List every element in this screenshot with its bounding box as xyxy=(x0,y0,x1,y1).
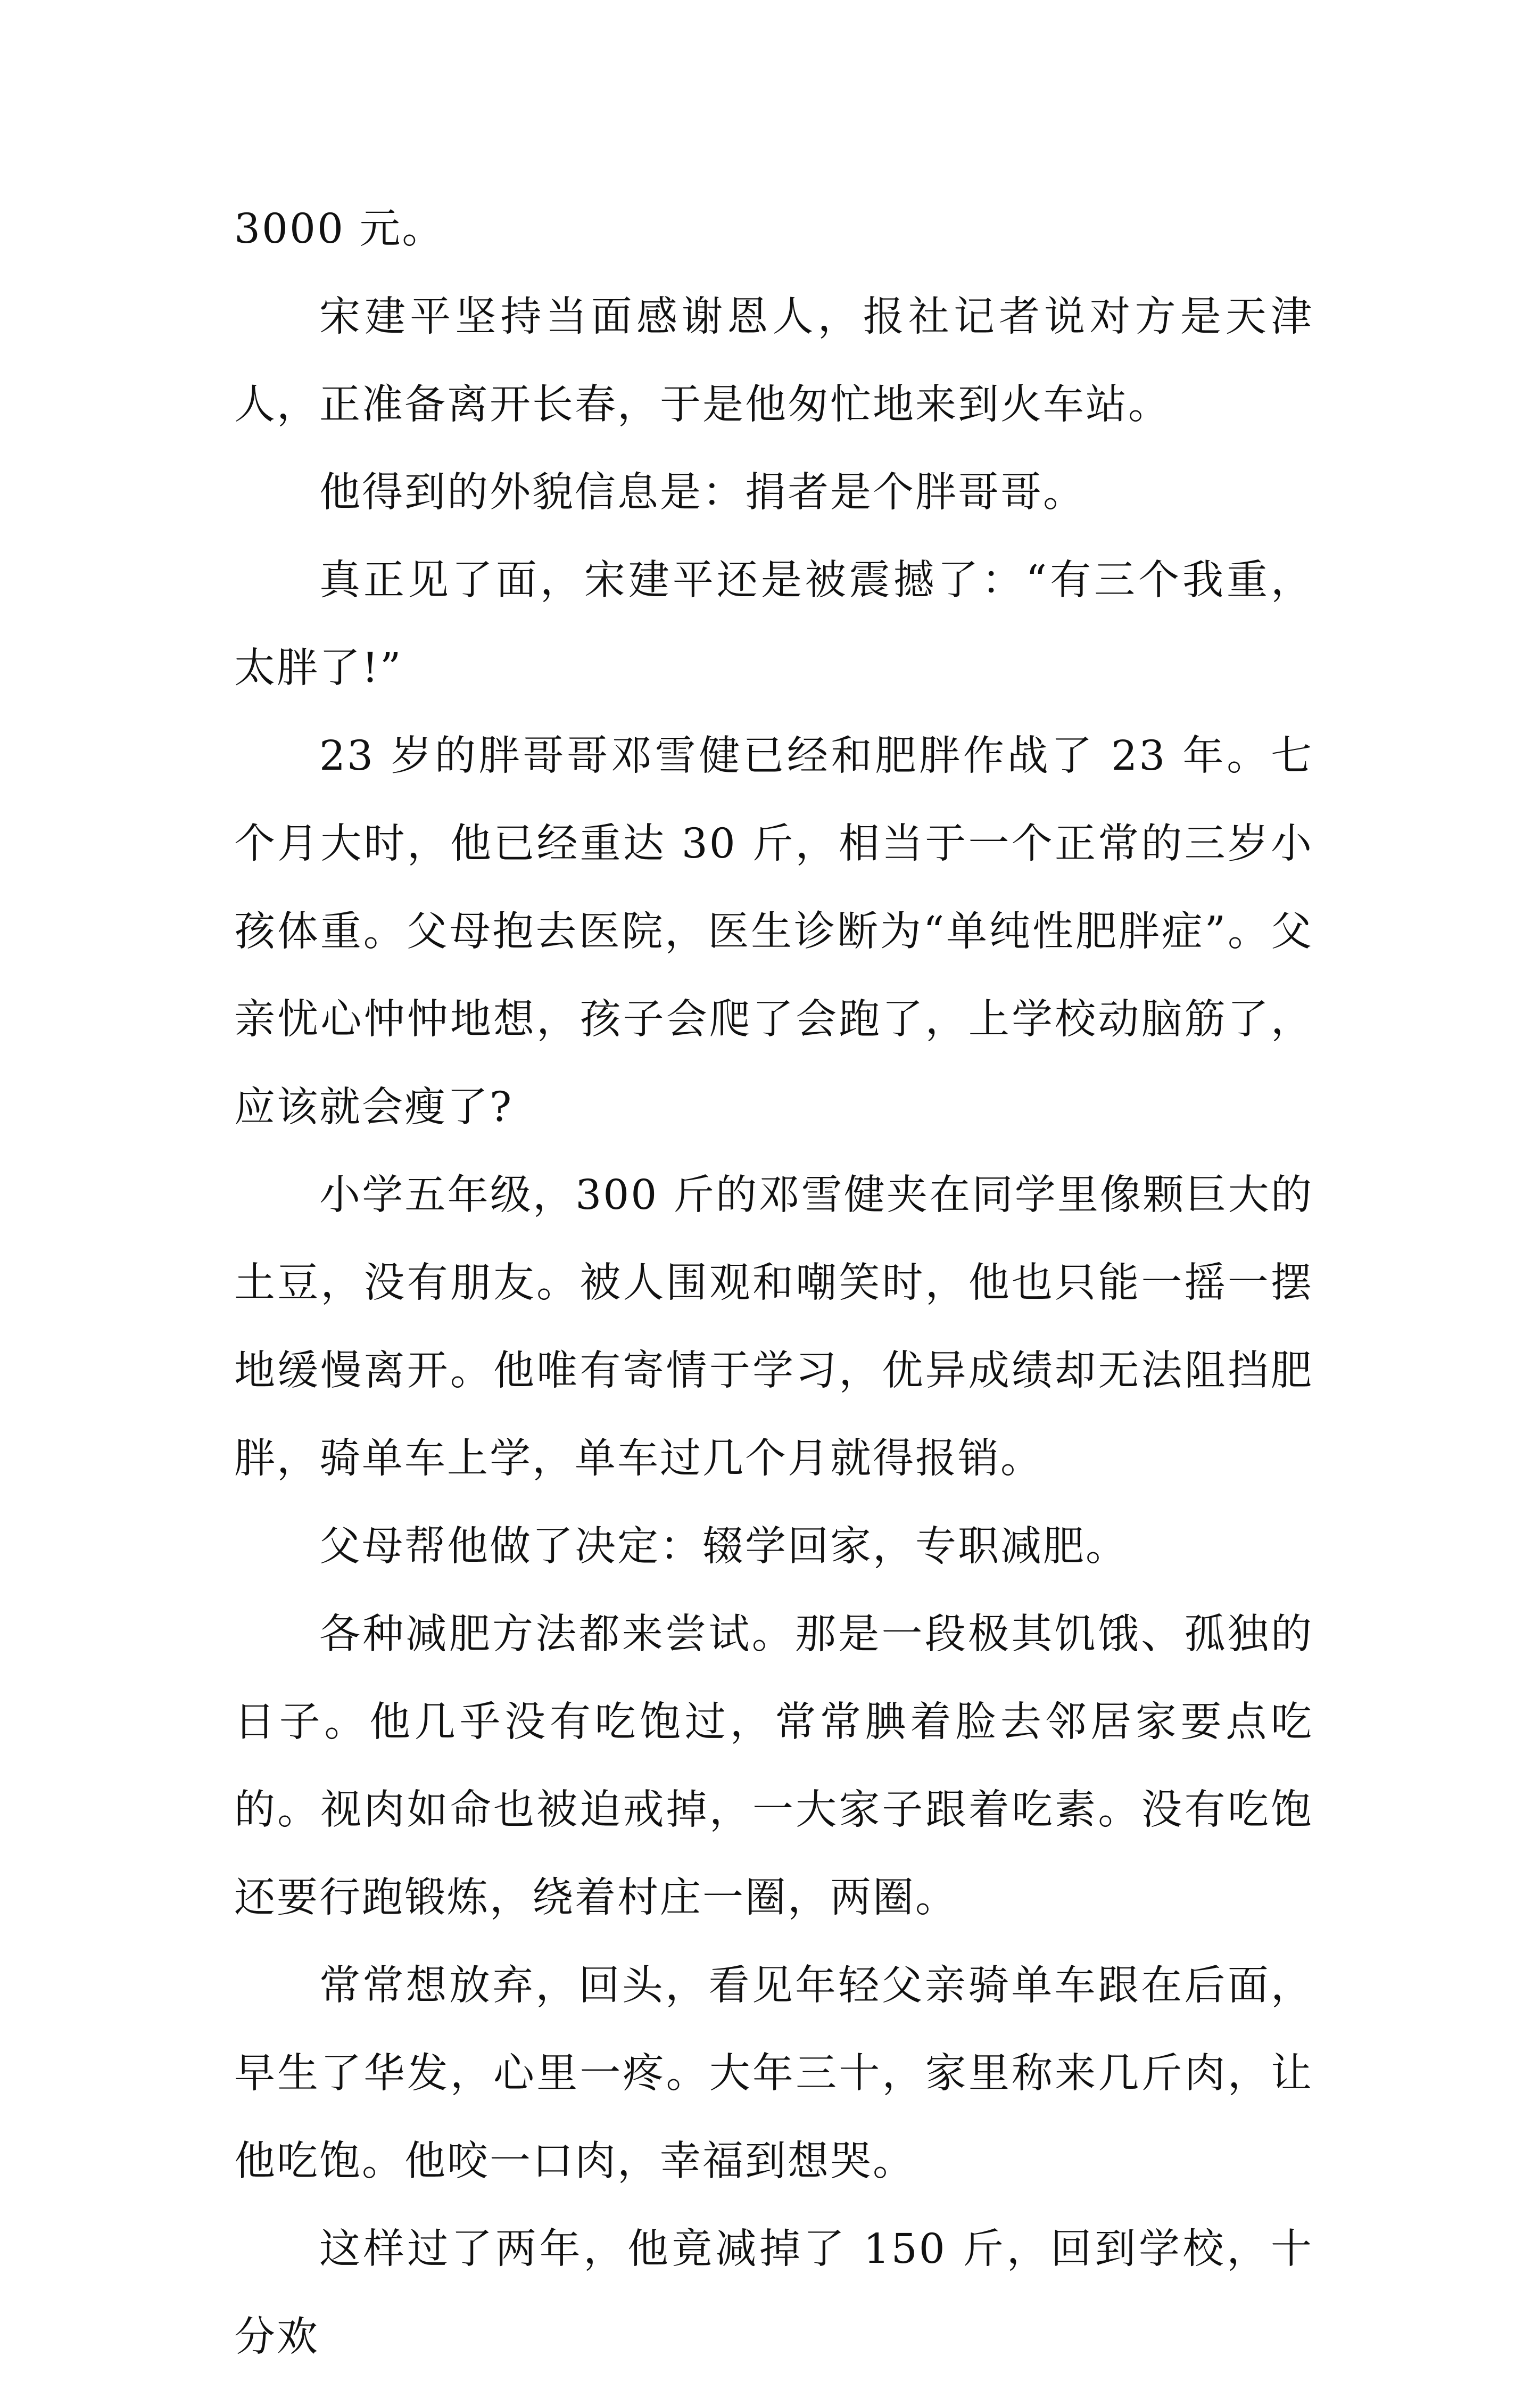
body-text xyxy=(234,185,1313,2381)
paragraph: 各种减肥方法都来尝试。那是一段极其饥饿、孤独的日子。他几乎没有吃饱过，常常腆着脸去邻居家要点吃的。视肉如命也被迫戒掉，一大家子跟着吃素。没有吃饱还要行跑锻炼，绕着村庄一圈，两圈。 xyxy=(234,1611,1313,1922)
paragraph: 这样过了两年，他竟减掉了 150 斤，回到学校，十分欢 xyxy=(234,2226,1313,2361)
paragraph: 常常想放弃，回头，看见年轻父亲骑单车跟在后面，早生了华发，心里一疼。大年三十，家里称来几斤肉，让他吃饱。他咬一口肉，幸福到想哭。 xyxy=(234,1962,1313,2185)
paragraph: 23 岁的胖哥哥邓雪健已经和肥胖作战了 23 年。七个月大时，他已经重达 30 斤，相当于一个正常的三岁小孩体重。父母抱去医院，医生诊断为“单纯性肥胖症”。父亲忧心忡忡地想，孩子会爬了会跑了，上学校动脑筋了，应该就会瘦了? xyxy=(234,732,1313,1131)
paragraph: 真正见了面，宋建平还是被震撼了：“有三个我重，太胖了!” xyxy=(234,557,1313,692)
paragraph: 他得到的外貌信息是：捐者是个胖哥哥。 xyxy=(319,469,1086,516)
paragraph: 父母帮他做了决定：辍学回家，专职减肥。 xyxy=(319,1523,1128,1570)
paragraph: 宋建平坚持当面感谢恩人，报社记者说对方是天津人，正准备离开长春，于是他匆忙地来到火车站。 xyxy=(234,293,1313,429)
paragraph: 3000 元。 xyxy=(234,205,445,253)
paragraph: 小学五年级，300 斤的邓雪健夹在同学里像颗巨大的土豆，没有朋友。被人围观和嘲笑时，他也只能一摇一摆地缓慢离开。他唯有寄情于学习，优异成绩却无法阻挡肥胖，骑单车上学，单车过几个月就得报销。 xyxy=(234,1172,1313,1482)
